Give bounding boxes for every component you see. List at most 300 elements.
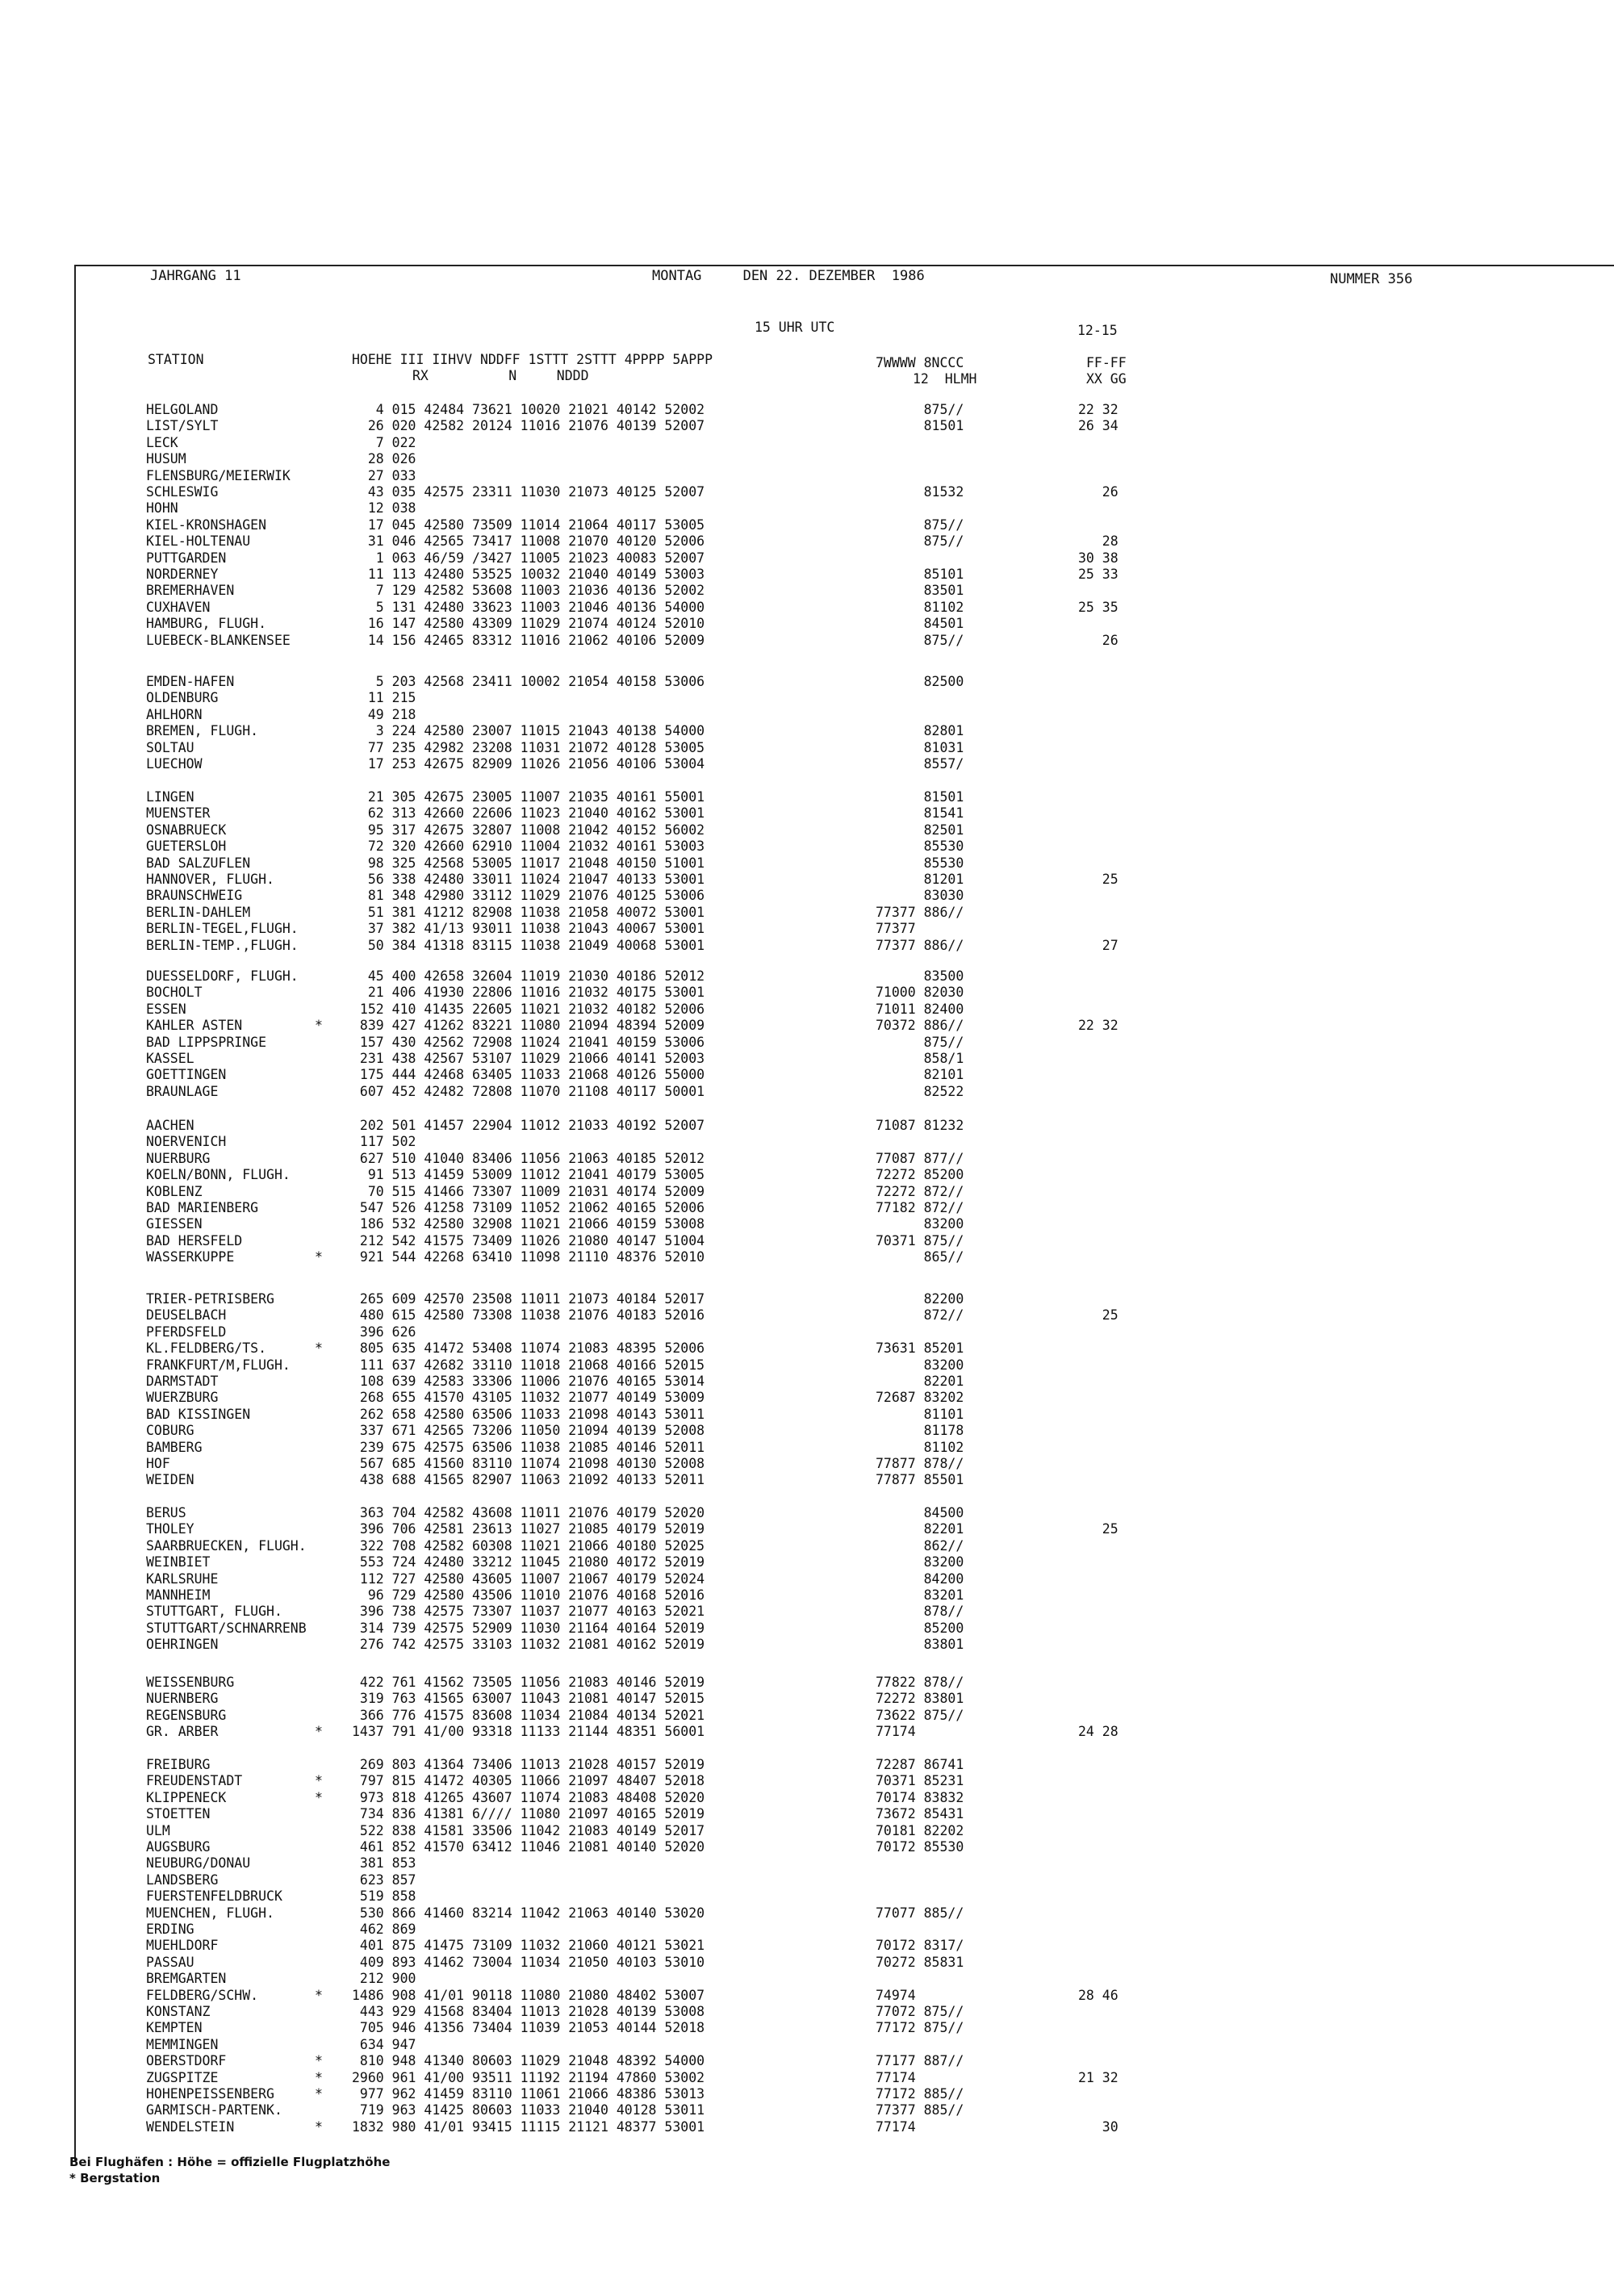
synop-column-subheader: 12 HLMH xyxy=(913,371,977,387)
station-name: GR. ARBER xyxy=(146,1724,219,1740)
ff-gusts: 21 32 xyxy=(1078,2069,1119,2085)
station-readings: 363 704 42582 43608 11011 21076 40179 52020 xyxy=(352,1505,705,1520)
station-readings: 112 727 42580 43605 11007 21067 40179 52024 xyxy=(352,1570,705,1587)
mountain-marker: * xyxy=(315,2069,323,2085)
synop-groups: 82801 xyxy=(876,723,964,739)
station-readings: 519 858 xyxy=(352,1888,416,1905)
synop-groups: 77822 878// xyxy=(876,1675,964,1690)
station-readings: 17 253 42675 82909 11026 21056 40106 53004 xyxy=(352,756,705,772)
station-readings: 627 510 41040 83406 11056 21063 40185 52012 xyxy=(352,1150,705,1166)
synop-groups: 81532 xyxy=(876,484,964,500)
synop-groups: 73631 85201 xyxy=(876,1340,964,1357)
station-readings: 72 320 42660 62910 11004 21032 40161 53003 xyxy=(352,839,705,855)
station-readings: 422 761 41562 73505 11056 21083 40146 52019 xyxy=(352,1675,705,1690)
station-readings: 443 929 41568 83404 11013 21028 40139 53008 xyxy=(352,2004,705,2019)
ff-column-subheader: XX GG xyxy=(1086,371,1127,387)
station-readings: 11 113 42480 53525 10032 21040 40149 53003 xyxy=(352,567,705,582)
station-readings: 96 729 42580 43506 11010 21076 40168 52016 xyxy=(352,1587,705,1603)
station-readings: 231 438 42567 53107 11029 21066 40141 52003 xyxy=(352,1051,705,1066)
station-readings: 28 026 xyxy=(352,451,416,467)
station-name: KEMPTEN xyxy=(146,2020,203,2036)
station-name: DARMSTADT xyxy=(146,1374,219,1389)
station-readings: 553 724 42480 33212 11045 21080 40172 52019 xyxy=(352,1554,705,1570)
synop-groups: 77877 878// xyxy=(876,1456,964,1471)
station-name: KL.FELDBERG/TS. xyxy=(146,1340,267,1357)
station-readings: 810 948 41340 80603 11029 21048 48392 54000 xyxy=(352,2053,705,2069)
station-readings: 480 615 42580 73308 11038 21076 40183 52016 xyxy=(352,1307,705,1324)
station-name: MUENSTER xyxy=(146,805,211,822)
synop-groups: 82201 xyxy=(876,1374,964,1389)
synop-groups: 77182 872// xyxy=(876,1200,964,1215)
synop-groups: 84501 xyxy=(876,616,964,632)
station-readings: 45 400 42658 32604 11019 21030 40186 52012 xyxy=(352,968,705,984)
station-name: STUTTGART, FLUGH. xyxy=(146,1604,282,1620)
ff-column-header: FF-FF xyxy=(1086,355,1127,370)
station-readings: 1832 980 41/01 93415 11115 21121 48377 53001 xyxy=(352,2118,705,2135)
station-readings: 50 384 41318 83115 11038 21049 40068 53001 xyxy=(352,937,705,953)
station-name: BAD LIPPSPRINGE xyxy=(146,1034,267,1050)
ff-gusts: 26 xyxy=(1078,484,1119,500)
synop-groups: 81102 xyxy=(876,599,964,615)
station-readings: 262 658 42580 63506 11033 21098 40143 53011 xyxy=(352,1406,705,1422)
synop-groups: 72687 83202 xyxy=(876,1390,964,1406)
synop-groups: 77174 xyxy=(876,2118,916,2135)
ff-gusts: 25 xyxy=(1078,1307,1119,1324)
station-name: HOHENPEISSENBERG xyxy=(146,2086,274,2102)
station-name: BAD KISSINGEN xyxy=(146,1406,251,1422)
station-name: KARLSRUHE xyxy=(146,1570,219,1587)
station-name: LINGEN xyxy=(146,789,194,805)
station-readings: 462 869 xyxy=(352,1922,416,1937)
station-readings: 269 803 41364 73406 11013 21028 40157 52019 xyxy=(352,1757,705,1772)
station-readings: 43 035 42575 23311 11030 21073 40125 52007 xyxy=(352,484,705,500)
station-name: GIESSEN xyxy=(146,1216,203,1232)
synop-groups: 81031 xyxy=(876,739,964,755)
synop-groups: 84500 xyxy=(876,1505,964,1520)
station-name: MUENCHEN, FLUGH. xyxy=(146,1905,274,1921)
synop-groups: 83200 xyxy=(876,1554,964,1570)
jahrgang: JAHRGANG 11 xyxy=(150,268,241,284)
synop-groups: 82500 xyxy=(876,674,964,689)
station-name: BREMEN, FLUGH. xyxy=(146,723,259,739)
station-name: KOBLENZ xyxy=(146,1183,203,1199)
station-name: FELDBERG/SCHW. xyxy=(146,1987,259,2003)
station-name: PUTTGARDEN xyxy=(146,550,227,566)
station-readings: 607 452 42482 72808 11070 21108 40117 50001 xyxy=(352,1083,705,1099)
synop-column-header: 7WWWW 8NCCC xyxy=(876,355,964,370)
station-name: DUESSELDORF, FLUGH. xyxy=(146,968,299,984)
synop-groups: 71011 82400 xyxy=(876,1001,964,1017)
station-name: GOETTINGEN xyxy=(146,1067,227,1083)
station-readings: 17 045 42580 73509 11014 21064 40117 53005 xyxy=(352,516,705,533)
station-name: BREMERHAVEN xyxy=(146,583,235,599)
synop-groups: 82201 xyxy=(876,1521,964,1537)
station-name: BERLIN-TEGEL,FLUGH. xyxy=(146,921,299,937)
synop-groups: 83200 xyxy=(876,1357,964,1373)
synop-groups: 77174 xyxy=(876,2069,916,2085)
station-name: BAMBERG xyxy=(146,1439,203,1455)
station-readings: 27 033 xyxy=(352,467,416,483)
station-name: FUERSTENFELDBRUCK xyxy=(146,1888,282,1905)
station-name: DEUSELBACH xyxy=(146,1307,227,1324)
footnote-mountain-station: * Bergstation xyxy=(69,2171,161,2185)
station-readings: 337 671 42565 73206 11050 21094 40139 52008 xyxy=(352,1423,705,1439)
synop-groups: 84200 xyxy=(876,1570,964,1587)
station-name: BAD MARIENBERG xyxy=(146,1200,259,1215)
station-name: SAARBRUECKEN, FLUGH. xyxy=(146,1537,307,1554)
station-readings: 567 685 41560 83110 11074 21098 40130 52008 xyxy=(352,1456,705,1471)
station-readings: 239 675 42575 63506 11038 21085 40146 52011 xyxy=(352,1439,705,1455)
station-readings: 111 637 42682 33110 11018 21068 40166 52015 xyxy=(352,1357,705,1373)
station-readings: 62 313 42660 22606 11023 21040 40162 53001 xyxy=(352,805,705,822)
synop-groups: 81541 xyxy=(876,805,964,822)
observation-time: 15 UHR UTC xyxy=(755,320,835,335)
station-name: WENDELSTEIN xyxy=(146,2118,235,2135)
station-name: NOERVENICH xyxy=(146,1134,227,1150)
synop-groups: 83801 xyxy=(876,1637,964,1653)
station-readings: 21 305 42675 23005 11007 21035 40161 55001 xyxy=(352,789,705,805)
station-readings: 14 156 42465 83312 11016 21062 40106 52009 xyxy=(352,632,705,648)
station-name: LUECHOW xyxy=(146,756,203,772)
mountain-marker: * xyxy=(315,2086,323,2102)
station-readings: 12 038 xyxy=(352,500,416,516)
synop-groups: 77877 85501 xyxy=(876,1472,964,1488)
station-name: OSNABRUECK xyxy=(146,822,227,838)
station-name: WEISSENBURG xyxy=(146,1675,235,1690)
station-name: GUETERSLOH xyxy=(146,839,227,855)
station-readings: 202 501 41457 22904 11012 21033 40192 52007 xyxy=(352,1118,705,1133)
station-readings: 7 022 xyxy=(352,434,416,450)
station-name: LUEBECK-BLANKENSEE xyxy=(146,632,291,648)
station-readings: 314 739 42575 52909 11030 21164 40164 52019 xyxy=(352,1620,705,1636)
ff-gusts: 28 xyxy=(1078,533,1119,550)
station-name: BAD SALZUFLEN xyxy=(146,855,251,871)
station-readings: 461 852 41570 63412 11046 21081 40140 52020 xyxy=(352,1839,705,1855)
station-name: NUERNBERG xyxy=(146,1691,219,1707)
station-readings: 322 708 42582 60308 11021 21066 40180 52025 xyxy=(352,1537,705,1554)
synop-groups: 85101 xyxy=(876,567,964,582)
station-readings: 212 900 xyxy=(352,1971,416,1987)
station-name: MUEHLDORF xyxy=(146,1938,219,1954)
synop-groups: 74974 xyxy=(876,1987,916,2003)
synop-groups: 77377 885// xyxy=(876,2102,964,2118)
synop-groups: 875// xyxy=(876,516,964,533)
station-name: BOCHOLT xyxy=(146,985,203,1001)
station-name: KIEL-HOLTENAU xyxy=(146,533,251,550)
synop-groups: 77172 885// xyxy=(876,2086,964,2102)
station-readings: 319 763 41565 63007 11043 21081 40147 52015 xyxy=(352,1691,705,1707)
ff-gusts: 25 xyxy=(1078,872,1119,887)
synop-groups: 77174 xyxy=(876,1724,916,1740)
station-readings: 77 235 42982 23208 11031 21072 40128 53005 xyxy=(352,739,705,755)
station-readings: 56 338 42480 33011 11024 21047 40133 53001 xyxy=(352,872,705,887)
station-name: LIST/SYLT xyxy=(146,418,219,434)
station-readings: 396 626 xyxy=(352,1324,416,1340)
station-name: REGENSBURG xyxy=(146,1707,227,1723)
station-name: BERUS xyxy=(146,1505,186,1520)
synop-groups: 71000 82030 xyxy=(876,985,964,1001)
ff-gusts: 28 46 xyxy=(1078,1987,1119,2003)
synop-groups: 83500 xyxy=(876,968,964,984)
footnote-airports: Bei Flughäfen : Höhe = offizielle Flugplatzhöhe xyxy=(69,2155,391,2169)
station-name: BAD HERSFELD xyxy=(146,1232,243,1248)
station-name: NEUBURG/DONAU xyxy=(146,1855,251,1872)
mountain-marker: * xyxy=(315,1249,323,1265)
station-name: AHLHORN xyxy=(146,706,203,722)
station-readings: 977 962 41459 83110 11061 21066 48386 53013 xyxy=(352,2086,705,2102)
ff-gusts: 24 28 xyxy=(1078,1724,1119,1740)
synop-groups: 70174 83832 xyxy=(876,1789,964,1805)
station-readings: 409 893 41462 73004 11034 21050 40103 53010 xyxy=(352,1954,705,1970)
station-name: KIEL-KRONSHAGEN xyxy=(146,516,267,533)
synop-groups: 77177 887// xyxy=(876,2053,964,2069)
synop-groups: 70172 85530 xyxy=(876,1839,964,1855)
station-name: HAMBURG, FLUGH. xyxy=(146,616,267,632)
ff-gusts: 26 34 xyxy=(1078,418,1119,434)
synop-groups: 83501 xyxy=(876,583,964,599)
synop-groups: 85530 xyxy=(876,855,964,871)
synop-groups: 862// xyxy=(876,1537,964,1554)
station-name: OEHRINGEN xyxy=(146,1637,219,1653)
data-column-header: HOEHE III IIHVV NDDFF 1STTT 2STTT 4PPPP 5APPP xyxy=(352,352,713,367)
station-readings: 530 866 41460 83214 11042 21063 40140 53020 xyxy=(352,1905,705,1921)
synop-groups: 70372 886// xyxy=(876,1018,964,1034)
station-readings: 186 532 42580 32908 11021 21066 40159 53008 xyxy=(352,1216,705,1232)
bulletin-frame xyxy=(74,265,1614,2160)
station-name: NORDERNEY xyxy=(146,567,219,582)
mountain-marker: * xyxy=(315,1789,323,1805)
synop-groups: 83030 xyxy=(876,888,964,904)
station-readings: 396 706 42581 23613 11027 21085 40179 52019 xyxy=(352,1521,705,1537)
synop-groups: 8557/ xyxy=(876,756,964,772)
station-name: TRIER-PETRISBERG xyxy=(146,1291,274,1307)
station-name: LANDSBERG xyxy=(146,1872,219,1888)
synop-groups: 73622 875// xyxy=(876,1707,964,1723)
station-readings: 91 513 41459 53009 11012 21041 40179 53005 xyxy=(352,1167,705,1183)
synop-groups: 81201 xyxy=(876,872,964,887)
mountain-marker: * xyxy=(315,1018,323,1034)
synop-groups: 82200 xyxy=(876,1291,964,1307)
station-readings: 37 382 41/13 93011 11038 21043 40067 53001 xyxy=(352,921,705,937)
mountain-marker: * xyxy=(315,2053,323,2069)
station-readings: 547 526 41258 73109 11052 21062 40165 52006 xyxy=(352,1200,705,1215)
station-name: PFERDSFELD xyxy=(146,1324,227,1340)
mountain-marker: * xyxy=(315,2118,323,2135)
station-readings: 51 381 41212 82908 11038 21058 40072 53001 xyxy=(352,904,705,920)
synop-groups: 875// xyxy=(876,632,964,648)
station-readings: 401 875 41475 73109 11032 21060 40121 53021 xyxy=(352,1938,705,1954)
station-name: SCHLESWIG xyxy=(146,484,219,500)
station-readings: 276 742 42575 33103 11032 21081 40162 52019 xyxy=(352,1637,705,1653)
station-name: CUXHAVEN xyxy=(146,599,211,615)
ff-gusts: 27 xyxy=(1078,937,1119,953)
synop-groups: 70181 82202 xyxy=(876,1822,964,1838)
station-readings: 522 838 41581 33506 11042 21083 40149 52017 xyxy=(352,1822,705,1838)
station-name: COBURG xyxy=(146,1423,194,1439)
station-name: ESSEN xyxy=(146,1001,186,1017)
station-name: BRAUNSCHWEIG xyxy=(146,888,243,904)
station-readings: 623 857 xyxy=(352,1872,416,1888)
synop-groups: 72287 86741 xyxy=(876,1757,964,1772)
station-name: HANNOVER, FLUGH. xyxy=(146,872,274,887)
synop-groups: 70371 85231 xyxy=(876,1773,964,1789)
station-readings: 719 963 41425 80603 11033 21040 40128 53011 xyxy=(352,2102,705,2118)
synop-groups: 77377 886// xyxy=(876,904,964,920)
station-readings: 157 430 42562 72908 11024 21041 40159 53006 xyxy=(352,1034,705,1050)
ff-gusts: 25 33 xyxy=(1078,567,1119,582)
station-readings: 921 544 42268 63410 11098 21110 48376 52010 xyxy=(352,1249,705,1265)
station-readings: 117 502 xyxy=(352,1134,416,1150)
station-name: THOLEY xyxy=(146,1521,194,1537)
synop-groups: 70371 875// xyxy=(876,1232,964,1248)
synop-groups: 81102 xyxy=(876,1439,964,1455)
station-name: PASSAU xyxy=(146,1954,194,1970)
synop-groups: 865// xyxy=(876,1249,964,1265)
station-name: ULM xyxy=(146,1822,170,1838)
mountain-marker: * xyxy=(315,1724,323,1740)
station-name: MANNHEIM xyxy=(146,1587,211,1603)
station-name: AUGSBURG xyxy=(146,1839,211,1855)
synop-groups: 875// xyxy=(876,1034,964,1050)
mountain-marker: * xyxy=(315,1773,323,1789)
station-name: WEINBIET xyxy=(146,1554,211,1570)
station-readings: 797 815 41472 40305 11066 21097 48407 52018 xyxy=(352,1773,705,1789)
synop-groups: 878// xyxy=(876,1604,964,1620)
ff-gusts: 30 xyxy=(1078,2118,1119,2135)
station-readings: 438 688 41565 82907 11063 21092 40133 52011 xyxy=(352,1472,705,1488)
station-readings: 49 218 xyxy=(352,706,416,722)
synop-groups: 83200 xyxy=(876,1216,964,1232)
station-name: HELGOLAND xyxy=(146,402,219,417)
station-readings: 2960 961 41/00 93511 11192 21194 47860 53002 xyxy=(352,2069,705,2085)
ff-gusts: 22 32 xyxy=(1078,1018,1119,1034)
station-readings: 95 317 42675 32807 11008 21042 40152 56002 xyxy=(352,822,705,838)
synop-groups: 81101 xyxy=(876,1406,964,1422)
station-readings: 5 203 42568 23411 10002 21054 40158 53006 xyxy=(352,674,705,689)
synop-groups: 85530 xyxy=(876,839,964,855)
station-name: BERLIN-TEMP.,FLUGH. xyxy=(146,937,299,953)
station-name: FREUDENSTADT xyxy=(146,1773,243,1789)
synop-groups: 77172 875// xyxy=(876,2020,964,2036)
station-name: BRAUNLAGE xyxy=(146,1083,219,1099)
station-name: SOLTAU xyxy=(146,739,194,755)
station-readings: 705 946 41356 73404 11039 21053 40144 52018 xyxy=(352,2020,705,2036)
station-readings: 212 542 41575 73409 11026 21080 40147 51004 xyxy=(352,1232,705,1248)
ff-time-range: 12-15 xyxy=(1077,323,1118,338)
station-readings: 396 738 42575 73307 11037 21077 40163 52021 xyxy=(352,1604,705,1620)
station-readings: 973 818 41265 43607 11074 21083 48408 52020 xyxy=(352,1789,705,1805)
station-name: FREIBURG xyxy=(146,1757,211,1772)
synop-groups: 77077 885// xyxy=(876,1905,964,1921)
station-name: ZUGSPITZE xyxy=(146,2069,219,2085)
data-column-subheader: RX N NDDD xyxy=(412,368,589,383)
station-readings: 734 836 41381 6//// 11080 21097 40165 52019 xyxy=(352,1806,705,1822)
station-readings: 805 635 41472 53408 11074 21083 48395 52006 xyxy=(352,1340,705,1357)
synop-groups: 858/1 xyxy=(876,1051,964,1066)
synop-groups: 72272 85200 xyxy=(876,1167,964,1183)
station-readings: 634 947 xyxy=(352,2036,416,2052)
synop-groups: 82101 xyxy=(876,1067,964,1083)
ff-gusts: 25 35 xyxy=(1078,599,1119,615)
synop-groups: 72272 872// xyxy=(876,1183,964,1199)
station-name: NUERBURG xyxy=(146,1150,211,1166)
station-column-header: STATION xyxy=(148,352,204,367)
station-name: STOETTEN xyxy=(146,1806,211,1822)
station-readings: 108 639 42583 33306 11006 21076 40165 53014 xyxy=(352,1374,705,1389)
station-name: WEIDEN xyxy=(146,1472,194,1488)
station-name: STUTTGART/SCHNARRENB xyxy=(146,1620,307,1636)
station-name: OBERSTDORF xyxy=(146,2053,227,2069)
station-readings: 265 609 42570 23508 11011 21073 40184 52017 xyxy=(352,1291,705,1307)
synop-groups: 875// xyxy=(876,402,964,417)
mountain-marker: * xyxy=(315,1987,323,2003)
station-readings: 7 129 42582 53608 11003 21036 40136 52002 xyxy=(352,583,705,599)
station-name: ERDING xyxy=(146,1922,194,1937)
station-name: MEMMINGEN xyxy=(146,2036,219,2052)
station-name: WASSERKUPPE xyxy=(146,1249,235,1265)
station-readings: 81 348 42980 33112 11029 21076 40125 53006 xyxy=(352,888,705,904)
station-readings: 4 015 42484 73621 10020 21021 40142 52002 xyxy=(352,402,705,417)
station-readings: 175 444 42468 63405 11033 21068 40126 55000 xyxy=(352,1067,705,1083)
synop-groups: 83201 xyxy=(876,1587,964,1603)
station-name: KASSEL xyxy=(146,1051,194,1066)
station-name: HOHN xyxy=(146,500,178,516)
synop-groups: 71087 81232 xyxy=(876,1118,964,1133)
station-name: KLIPPENECK xyxy=(146,1789,227,1805)
station-readings: 11 215 xyxy=(352,690,416,706)
station-readings: 3 224 42580 23007 11015 21043 40138 54000 xyxy=(352,723,705,739)
station-readings: 268 655 41570 43105 11032 21077 40149 53009 xyxy=(352,1390,705,1406)
issue-number: NUMMER 356 xyxy=(1330,271,1413,287)
station-readings: 26 020 42582 20124 11016 21076 40139 52007 xyxy=(352,418,705,434)
station-name: HUSUM xyxy=(146,451,186,467)
ff-gusts: 25 xyxy=(1078,1521,1119,1537)
synop-groups: 70272 85831 xyxy=(876,1954,964,1970)
station-name: OLDENBURG xyxy=(146,690,219,706)
station-name: KOELN/BONN, FLUGH. xyxy=(146,1167,291,1183)
station-readings: 5 131 42480 33623 11003 21046 40136 54000 xyxy=(352,599,705,615)
station-readings: 1 063 46/59 /3427 11005 21023 40083 52007 xyxy=(352,550,705,566)
synop-groups: 875// xyxy=(876,533,964,550)
synop-groups: 82501 xyxy=(876,822,964,838)
synop-groups: 77377 xyxy=(876,921,916,937)
station-name: EMDEN-HAFEN xyxy=(146,674,235,689)
station-readings: 381 853 xyxy=(352,1855,416,1872)
station-readings: 21 406 41930 22806 11016 21032 40175 53001 xyxy=(352,985,705,1001)
station-readings: 31 046 42565 73417 11008 21070 40120 52006 xyxy=(352,533,705,550)
station-readings: 16 147 42580 43309 11029 21074 40124 52010 xyxy=(352,616,705,632)
station-readings: 1486 908 41/01 90118 11080 21080 48402 53007 xyxy=(352,1987,705,2003)
synop-groups: 77087 877// xyxy=(876,1150,964,1166)
station-readings: 839 427 41262 83221 11080 21094 48394 52009 xyxy=(352,1018,705,1034)
mountain-marker: * xyxy=(315,1340,323,1357)
station-readings: 152 410 41435 22605 11021 21032 40182 52006 xyxy=(352,1001,705,1017)
station-name: FLENSBURG/MEIERWIK xyxy=(146,467,291,483)
station-name: BERLIN-DAHLEM xyxy=(146,904,251,920)
station-name: WUERZBURG xyxy=(146,1390,219,1406)
ff-gusts: 30 38 xyxy=(1078,550,1119,566)
station-name: AACHEN xyxy=(146,1118,194,1133)
station-name: KAHLER ASTEN xyxy=(146,1018,243,1034)
station-name: FRANKFURT/M,FLUGH. xyxy=(146,1357,291,1373)
ff-gusts: 22 32 xyxy=(1078,402,1119,417)
station-name: BREMGARTEN xyxy=(146,1971,227,1987)
synop-groups: 77377 886// xyxy=(876,937,964,953)
synop-groups: 81501 xyxy=(876,789,964,805)
report-date: MONTAG DEN 22. DEZEMBER 1986 xyxy=(652,268,925,284)
synop-groups: 872// xyxy=(876,1307,964,1324)
synop-groups: 72272 83801 xyxy=(876,1691,964,1707)
